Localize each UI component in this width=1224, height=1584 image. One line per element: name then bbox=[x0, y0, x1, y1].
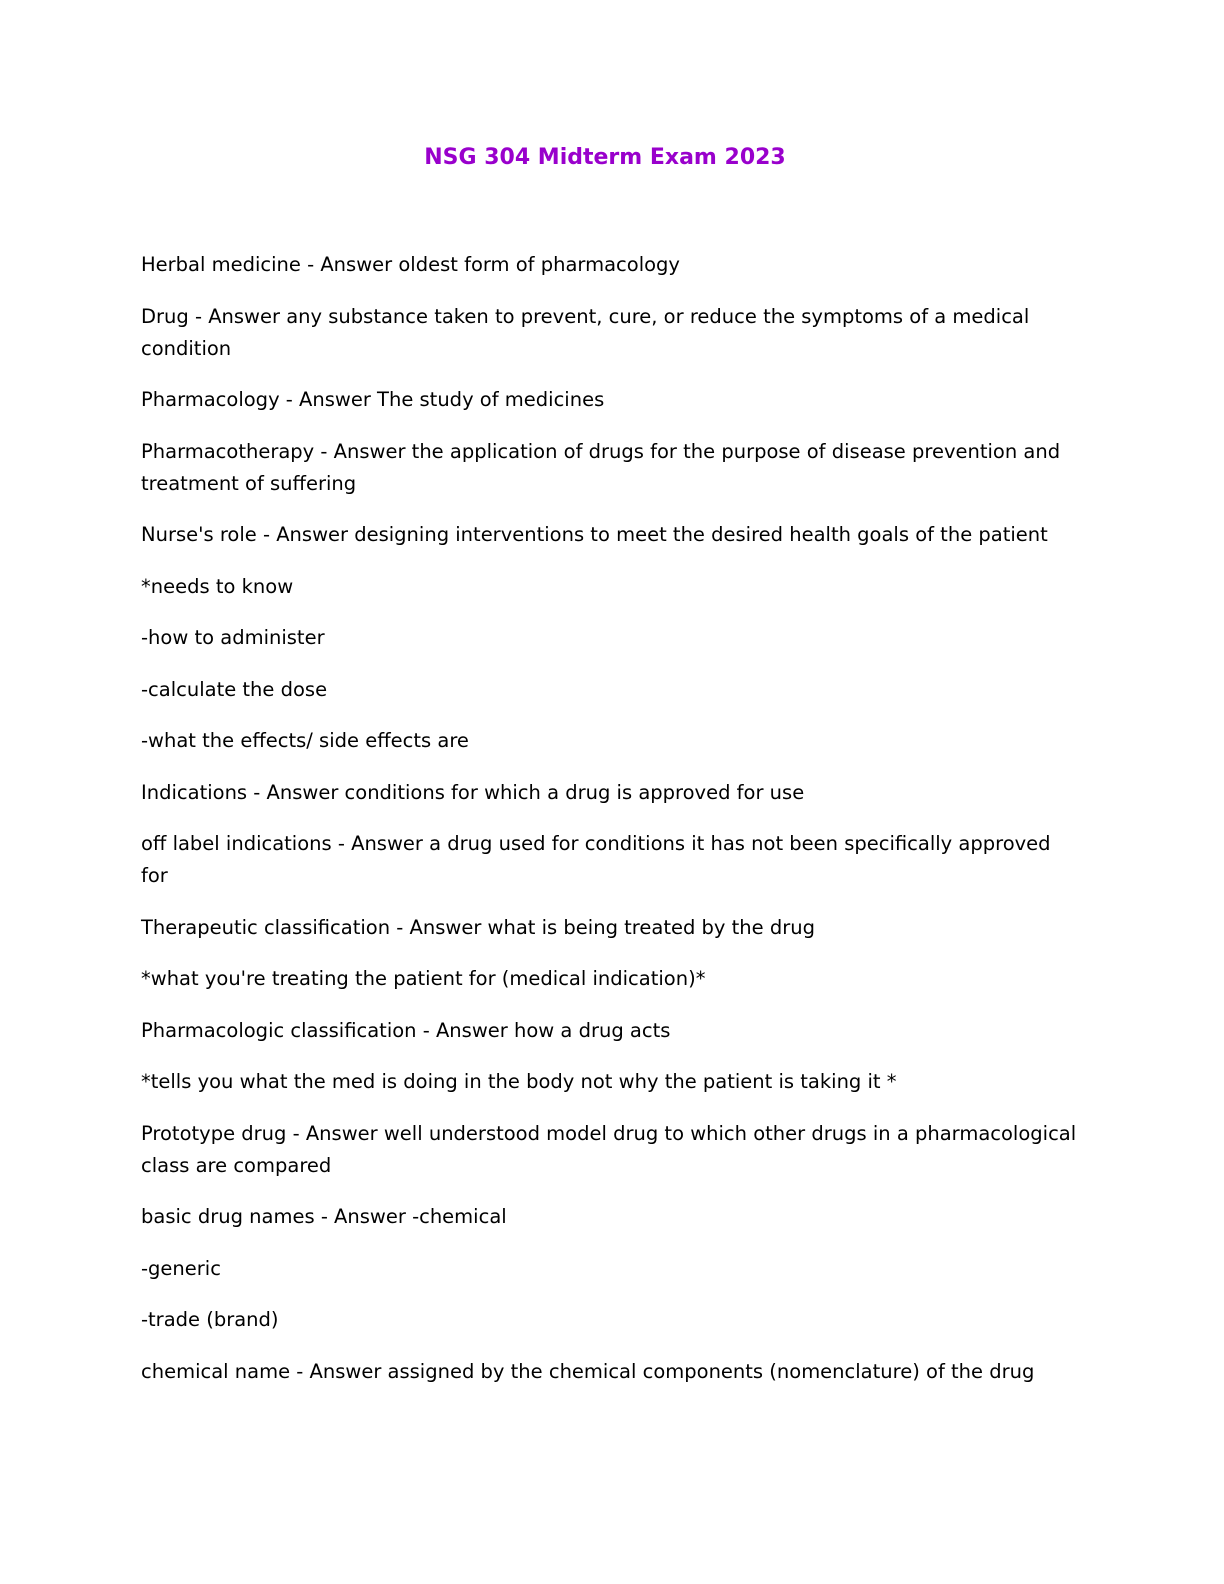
paragraph-effects: -what the effects/ side effects are bbox=[141, 729, 469, 752]
document-body bbox=[141, 249, 1081, 1407]
paragraph-pharmacotherapy: Pharmacotherapy - Answer the application of drugs for the purpose of disease prevention and treatment of suffering bbox=[141, 439, 1061, 495]
paragraph-prototype-drug: Prototype drug - Answer well understood model drug to which other drugs in a pharmacological class are compared bbox=[141, 1121, 1077, 1177]
paragraph-how-to-administer: -how to administer bbox=[141, 626, 325, 649]
paragraph-needs-to-know: *needs to know bbox=[141, 574, 294, 598]
paragraph-drug: Drug - Answer any substance taken to prevent, cure, or reduce the symptoms of a medical condition bbox=[141, 304, 1030, 360]
paragraph-basic-drug-names: basic drug names - Answer -chemical bbox=[141, 1205, 507, 1228]
paragraph-off-label: off label indications - Answer a drug used for conditions it has not been specifically approved for bbox=[141, 832, 1051, 887]
paragraph-trade-brand: -trade (brand) bbox=[141, 1308, 279, 1331]
document-title: NSG 304 Midterm Exam 2023 bbox=[424, 145, 786, 170]
paragraph-herbal-medicine: Herbal medicine - Answer oldest form of pharmacology bbox=[141, 253, 680, 276]
paragraph-pharmacology: Pharmacology - Answer The study of medicines bbox=[141, 388, 605, 411]
paragraph-therapeutic-classification: Therapeutic classification - Answer what is being treated by the drug bbox=[141, 915, 815, 939]
paragraph-medical-indication-note: *what you're treating the patient for (medical indication)* bbox=[141, 967, 706, 990]
paragraph-nurses-role: Nurse's role - Answer designing interventions to meet the desired health goals of the patient bbox=[141, 523, 1048, 546]
paragraph-pharmacologic-classification: Pharmacologic classification - Answer how a drug acts bbox=[141, 1018, 671, 1042]
paragraph-chemical-name: chemical name - Answer assigned by the chemical components (nomenclature) of the drug bbox=[141, 1359, 1035, 1383]
paragraph-indications: Indications - Answer conditions for which a drug is approved for use bbox=[141, 780, 805, 804]
paragraph-generic: -generic bbox=[141, 1256, 221, 1280]
paragraph-med-action-note: *tells you what the med is doing in the body not why the patient is taking it * bbox=[141, 1070, 897, 1093]
paragraph-calculate-dose: -calculate the dose bbox=[141, 677, 328, 701]
